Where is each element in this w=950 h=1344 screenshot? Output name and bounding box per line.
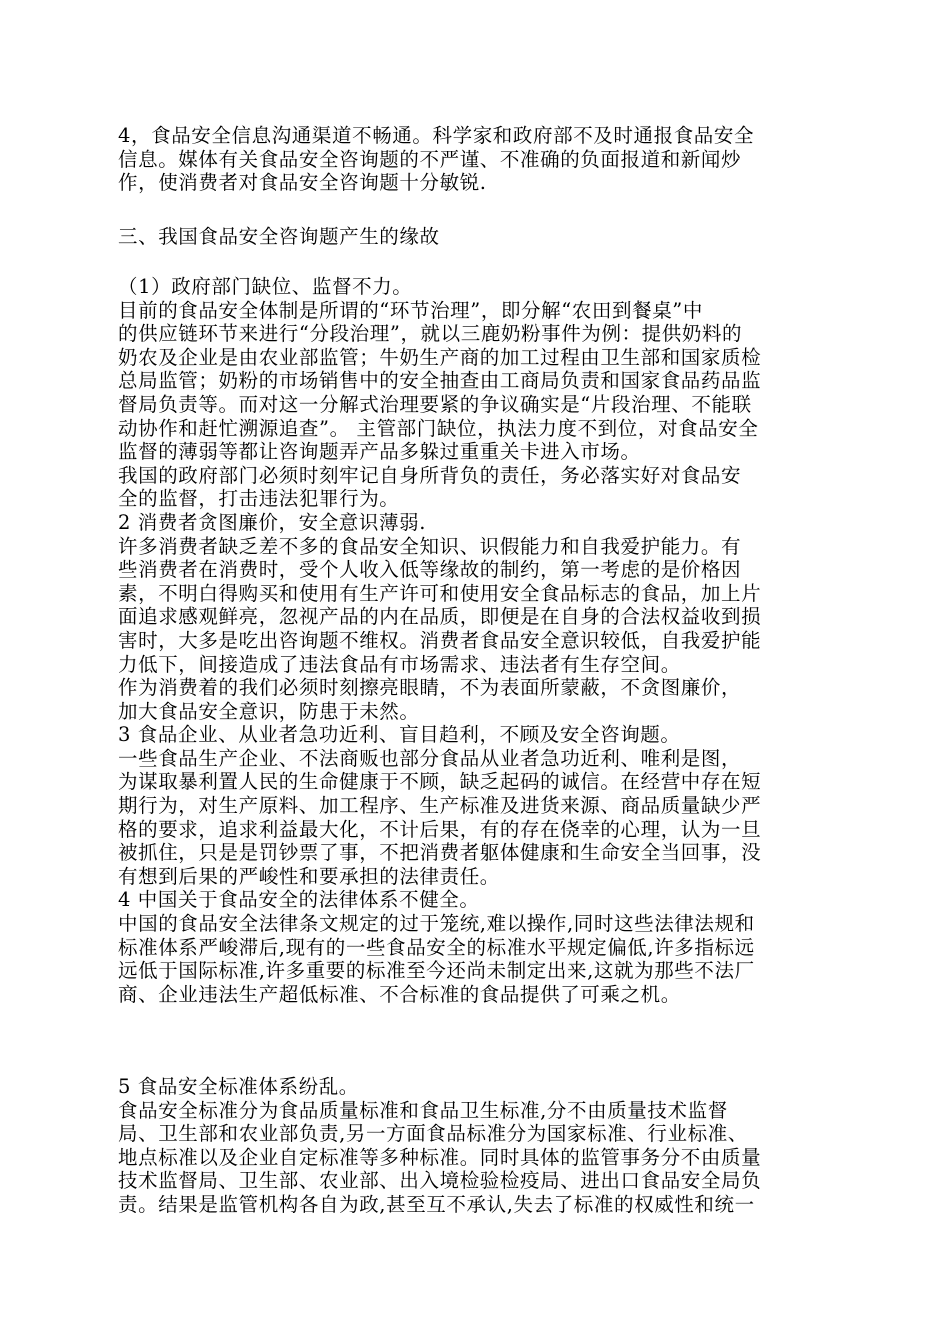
text-line: 害时，大多是吃出咨询题不维权。消费者食品安全意识较低，自我爱护能 (118, 628, 762, 652)
text-line: 总局监管；奶粉的市场销售中的安全抽查由工商局负责和国家食品药品监 (118, 369, 762, 393)
text-line: 被抓住，只是是罚钞票了事，不把消费者躯体健康和生命安全当回事，没 (118, 841, 762, 865)
text-line: 监督的薄弱等都让咨询题弄产品多躲过重重关卡进入市场。 (118, 440, 641, 464)
text-line: 些消费者在消费时，受个人收入低等缘故的制约，第一考虑的是价格因 (118, 558, 742, 582)
text-line: 责。结果是监管机构各自为政,甚至互不承认,失去了标准的权威性和统一 (118, 1192, 755, 1216)
paragraph-standards-system (118, 1075, 834, 1217)
text-line: 素，不明白得购买和使用有生产许可和使用安全食品标志的食品，加上片 (118, 581, 762, 605)
text-line: 督局负责等。而对这一分解式治理要紧的争议确实是“片段治理、不能联 (118, 392, 752, 416)
text-line: 地点标准以及企业自定标准等多种标准。同时具体的监管事务分不由质量 (118, 1145, 762, 1169)
text-line: 奶农及企业是由农业部监管；牛奶生产商的加工过程由卫生部和国家质检 (118, 345, 762, 369)
text-line: 商、企业违法生产超低标准、不合标准的食品提供了可乘之机。 (118, 982, 681, 1006)
paragraph-info-channel (118, 124, 834, 195)
text-line: 食品安全标准分为食品质量标准和食品卫生标准,分不由质量技术监督 (118, 1098, 728, 1122)
text-line: 力低下，间接造成了违法食品有市场需求、违法者有生存空间。 (118, 652, 681, 676)
text-line: 目前的食品安全体制是所谓的“环节治理”，即分解“农田到餐桌”中 (118, 298, 703, 322)
text-line: 作为消费着的我们必须时刻擦亮眼睛，不为表面所蒙蔽，不贪图廉价， (118, 676, 742, 700)
text-line: 一些食品生产企业、不法商贩也部分食品从业者急功近利、唯利是图， (118, 746, 742, 770)
text-line: 局、卫生部和农业部负责,另一方面食品标准分为国家标准、行业标准、 (118, 1122, 748, 1146)
text-line: 4 中国关于食品安全的法律体系不健全。 (118, 888, 480, 912)
text-line: 4，食品安全信息沟通渠道不畅通。科学家和政府部不及时通报食品安全 (118, 124, 755, 147)
text-line: 我国的政府部门必须时刻牢记自身所背负的责任，务必落实好对食品安 (118, 463, 742, 487)
text-line: 技术监督局、卫生部、农业部、出入境检验检疫局、进出口食品安全局负 (118, 1169, 762, 1193)
text-line: 面追求感观鲜亮，忽视产品的内在品质，即便是在自身的合法权益收到损 (118, 605, 762, 629)
text-line: 标准体系严峻滞后,现有的一些食品安全的标准水平规定偏低,许多指标远 (118, 935, 755, 959)
paragraph-causes-body (118, 275, 834, 1006)
text-line: 期行为，对生产原料、加工程序、生产标准及进货来源、商品质量缺少严 (118, 794, 762, 818)
text-line: 信息。媒体有关食品安全咨询题的不严谨、不准确的负面报道和新闻炒 (118, 147, 742, 171)
text-line: （1）政府部门缺位、监督不力。 (118, 275, 413, 298)
text-line: 5 食品安全标准体系纷乱。 (118, 1075, 359, 1098)
text-line: 中国的食品安全法律条文规定的过于笼统,难以操作,同时这些法律法规和 (118, 912, 755, 936)
text-line: 许多消费者缺乏差不多的食品安全知识、识假能力和自我爱护能力。有 (118, 534, 742, 558)
text-line: 2 消费者贪图廉价，安全意识薄弱. (118, 510, 427, 534)
text-line: 为谋取暴利置人民的生命健康于不顾，缺乏起码的诚信。在经营中存在短 (118, 770, 762, 794)
text-line: 的供应链环节来进行“分段治理”，就以三鹿奶粉事件为例：提供奶料的 (118, 322, 743, 346)
text-line: 格的要求，追求利益最大化，不计后果，有的存在侥幸的心理，认为一旦 (118, 817, 762, 841)
section-heading-causes (118, 225, 834, 249)
text-line: 远低于国际标准,许多重要的标准至今还尚未制定出来,这就为那些不法厂 (118, 959, 755, 983)
text-line: 三、我国食品安全咨询题产生的缘故 (118, 225, 440, 248)
text-line: 3 食品企业、从业者急功近利、盲目趋利，不顾及安全咨询题。 (118, 723, 681, 747)
text-line: 加大食品安全意识，防患于未然。 (118, 699, 420, 723)
text-line: 有想到后果的严峻性和要承担的法律责任。 (118, 864, 500, 888)
text-line: 作，使消费者对食品安全咨询题十分敏锐. (118, 171, 487, 195)
text-line: 全的监督，打击违法犯罪行为。 (118, 487, 400, 511)
text-line: 动协作和赶忙溯源追查”。 主管部门缺位，执法力度不到位，对食品安全 (118, 416, 759, 440)
